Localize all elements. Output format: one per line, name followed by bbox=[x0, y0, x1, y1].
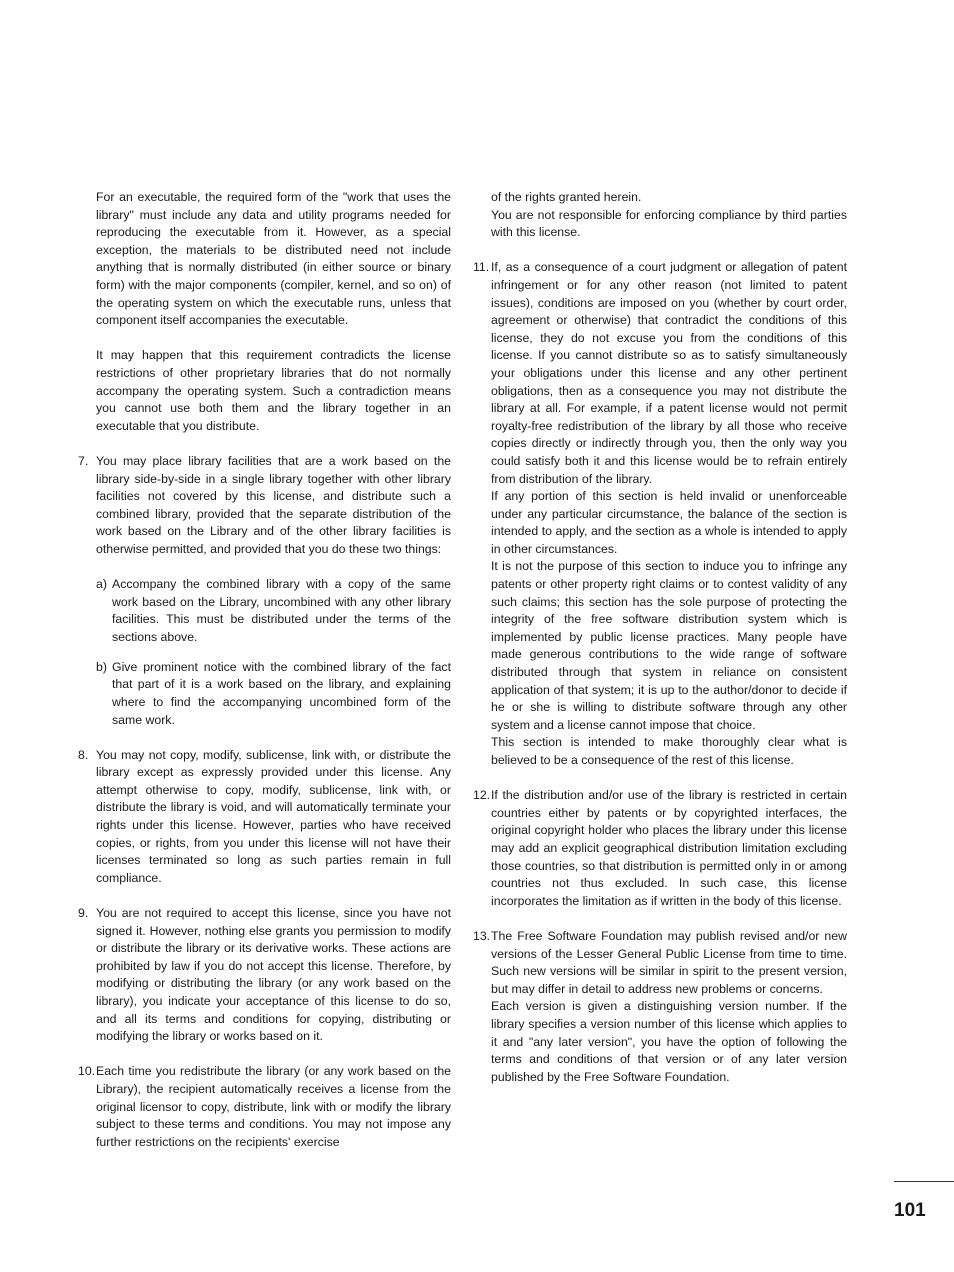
section-number: 12. bbox=[473, 788, 491, 803]
section-11 bbox=[473, 259, 847, 769]
section-text: Each version is given a distinguishing version number. If the library specifies a version number of this license which applies to it and "any later version", you have the option of following the terms and conditions of that version or of any later version published by the Free Software Foundation. bbox=[491, 999, 847, 1084]
section-13 bbox=[473, 928, 847, 1086]
section-number: 13. bbox=[473, 928, 491, 943]
section-10-continued bbox=[473, 189, 847, 242]
footer-rule bbox=[894, 1181, 954, 1182]
section-7 bbox=[78, 453, 451, 559]
sub-item-b bbox=[96, 659, 451, 729]
section-text: You are not required to accept this license, since you have not signed it. However, nothing else grants you permission to modify or distribute the library or its derivative works. These actions are prohibited by law if you do not accept this license. Therefore, by modifying or distributing the library (or any work based on the library), you indicate your acceptance of this license to do so, and all its terms and conditions for copying, distributing or modifying the library or works based on it. bbox=[96, 906, 451, 1044]
section-8 bbox=[78, 747, 451, 888]
section-text: This section is intended to make thoroughly clear what is believed to be a consequence of the rest of this license. bbox=[491, 735, 847, 767]
section-text: You may place library facilities that are a work based on the library side-by-side in a single library together with other library facilities not covered by this license, and distribute such a combined library, provided that the separate distribution of the work based on the Library and of the other library facilities is otherwise permitted, and provided that you do these two things: bbox=[96, 453, 451, 556]
sub-item-a bbox=[96, 576, 451, 646]
section-text: If the distribution and/or use of the library is restricted in certain countries either by patents or by copyrighted interfaces, the original copyright holder who places the library under this license may add an explicit geographical distribution limitation excluding those countries, so that distribution is permitted only in or among countries not thus excluded. In such case, this license incorporates the limitation as if written in the body of this license. bbox=[491, 788, 847, 908]
sub-item-list bbox=[78, 576, 451, 729]
paragraph: For an executable, the required form of the "work that uses the library" must include any data and utility programs needed for reproducing the executable from it. However, as a special exception, the materials to be distributed need not include anything that is normally distributed (in either source or binary form) with the major components (compiler, kernel, and so on) of the operating system on which the executable runs, unless that component itself accompanies the executable. bbox=[96, 190, 451, 328]
section-number: 8. bbox=[78, 747, 89, 762]
sub-item-letter: a) bbox=[96, 577, 107, 592]
page-number: 101 bbox=[894, 1200, 926, 1221]
section-10 bbox=[78, 1063, 451, 1151]
section-text: You are not responsible for enforcing compliance by third parties with this license. bbox=[491, 207, 847, 240]
section-text: Each time you redistribute the library (or any work based on the Library), the recipient automatically receives a license from the original licensor to copy, distribute, link with or modify the library subject to these terms and conditions. You may not impose any further restrictions on the recipients' exercise bbox=[96, 1064, 451, 1149]
section-number: 7. bbox=[78, 453, 89, 468]
section-text: The Free Software Foundation may publish revised and/or new versions of the Lesser General Public License from time to time. Such new versions will be similar in spirit to the present version, but may differ in detail to address new problems or concerns. bbox=[491, 928, 847, 996]
sub-item-text: Give prominent notice with the combined library of the fact that part of it is a work based on the library, and explaining where to find the accompanying uncombined form of the same work. bbox=[112, 659, 451, 727]
section-text: If any portion of this section is held invalid or unenforceable under any particular circumstance, the balance of the section is intended to apply, and the section as a whole is intended to apply in other circumstances. bbox=[491, 489, 847, 556]
left-column bbox=[78, 189, 451, 1169]
section-text: You may not copy, modify, sublicense, link with, or distribute the library except as expressly provided under this license. Any attempt otherwise to copy, modify, sublicense, link with, or distribute the library is void, and will automatically terminate your rights under this license. However, parties who have received copies, or rights, from you under this license will not have their licenses terminated so long as such parties remain in full compliance. bbox=[96, 747, 451, 885]
section-number: 10. bbox=[78, 1064, 96, 1079]
sub-item-text: Accompany the combined library with a copy of the same work based on the Library, uncombined with any other library facilities. This must be distributed under the terms of the sections above. bbox=[112, 577, 451, 644]
section-text: If, as a consequence of a court judgment or allegation of patent infringement or for any other reason (not limited to patent issues), conditions are imposed on you (whether by court order, agreement or otherwise) that contradict the conditions of this license, they do not excuse you from the conditions of this license. If you cannot distribute so as to satisfy simultaneously your obligations under this license and any other pertinent obligations, then as a consequence you may not distribute the library at all. For example, if a patent license would not permit royalty-free redistribution of the library by all those who receive copies directly or indirectly through you, then the only way you could satisfy both it and this license would be to refrain entirely from distribution of the library. bbox=[491, 260, 847, 486]
paragraph: It may happen that this requirement contradicts the license restrictions of other proprietary libraries that do not normally accompany the operating system. Such a contradiction means you cannot use both them and the library together in an executable that you distribute. bbox=[96, 348, 451, 433]
section-text: of the rights granted herein. bbox=[491, 190, 642, 204]
section-9 bbox=[78, 905, 451, 1046]
section-text: It is not the purpose of this section to induce you to infringe any patents or other property right claims or to contest validity of any such claims; this section has the sole purpose of protecting the integrity of the free software distribution system which is implemented by public license practices. Many people have made generous contributions to the wide range of software distributed through that system in reliance on consistent application of that system; it is up to the author/donor to decide if he or she is willing to distribute software through any other system and a license cannot impose that choice. bbox=[491, 559, 847, 732]
section-number: 9. bbox=[78, 906, 89, 921]
section-number: 11. bbox=[473, 260, 490, 275]
sub-item-letter: b) bbox=[96, 659, 107, 674]
section-12 bbox=[473, 787, 847, 910]
right-column bbox=[473, 189, 847, 1104]
